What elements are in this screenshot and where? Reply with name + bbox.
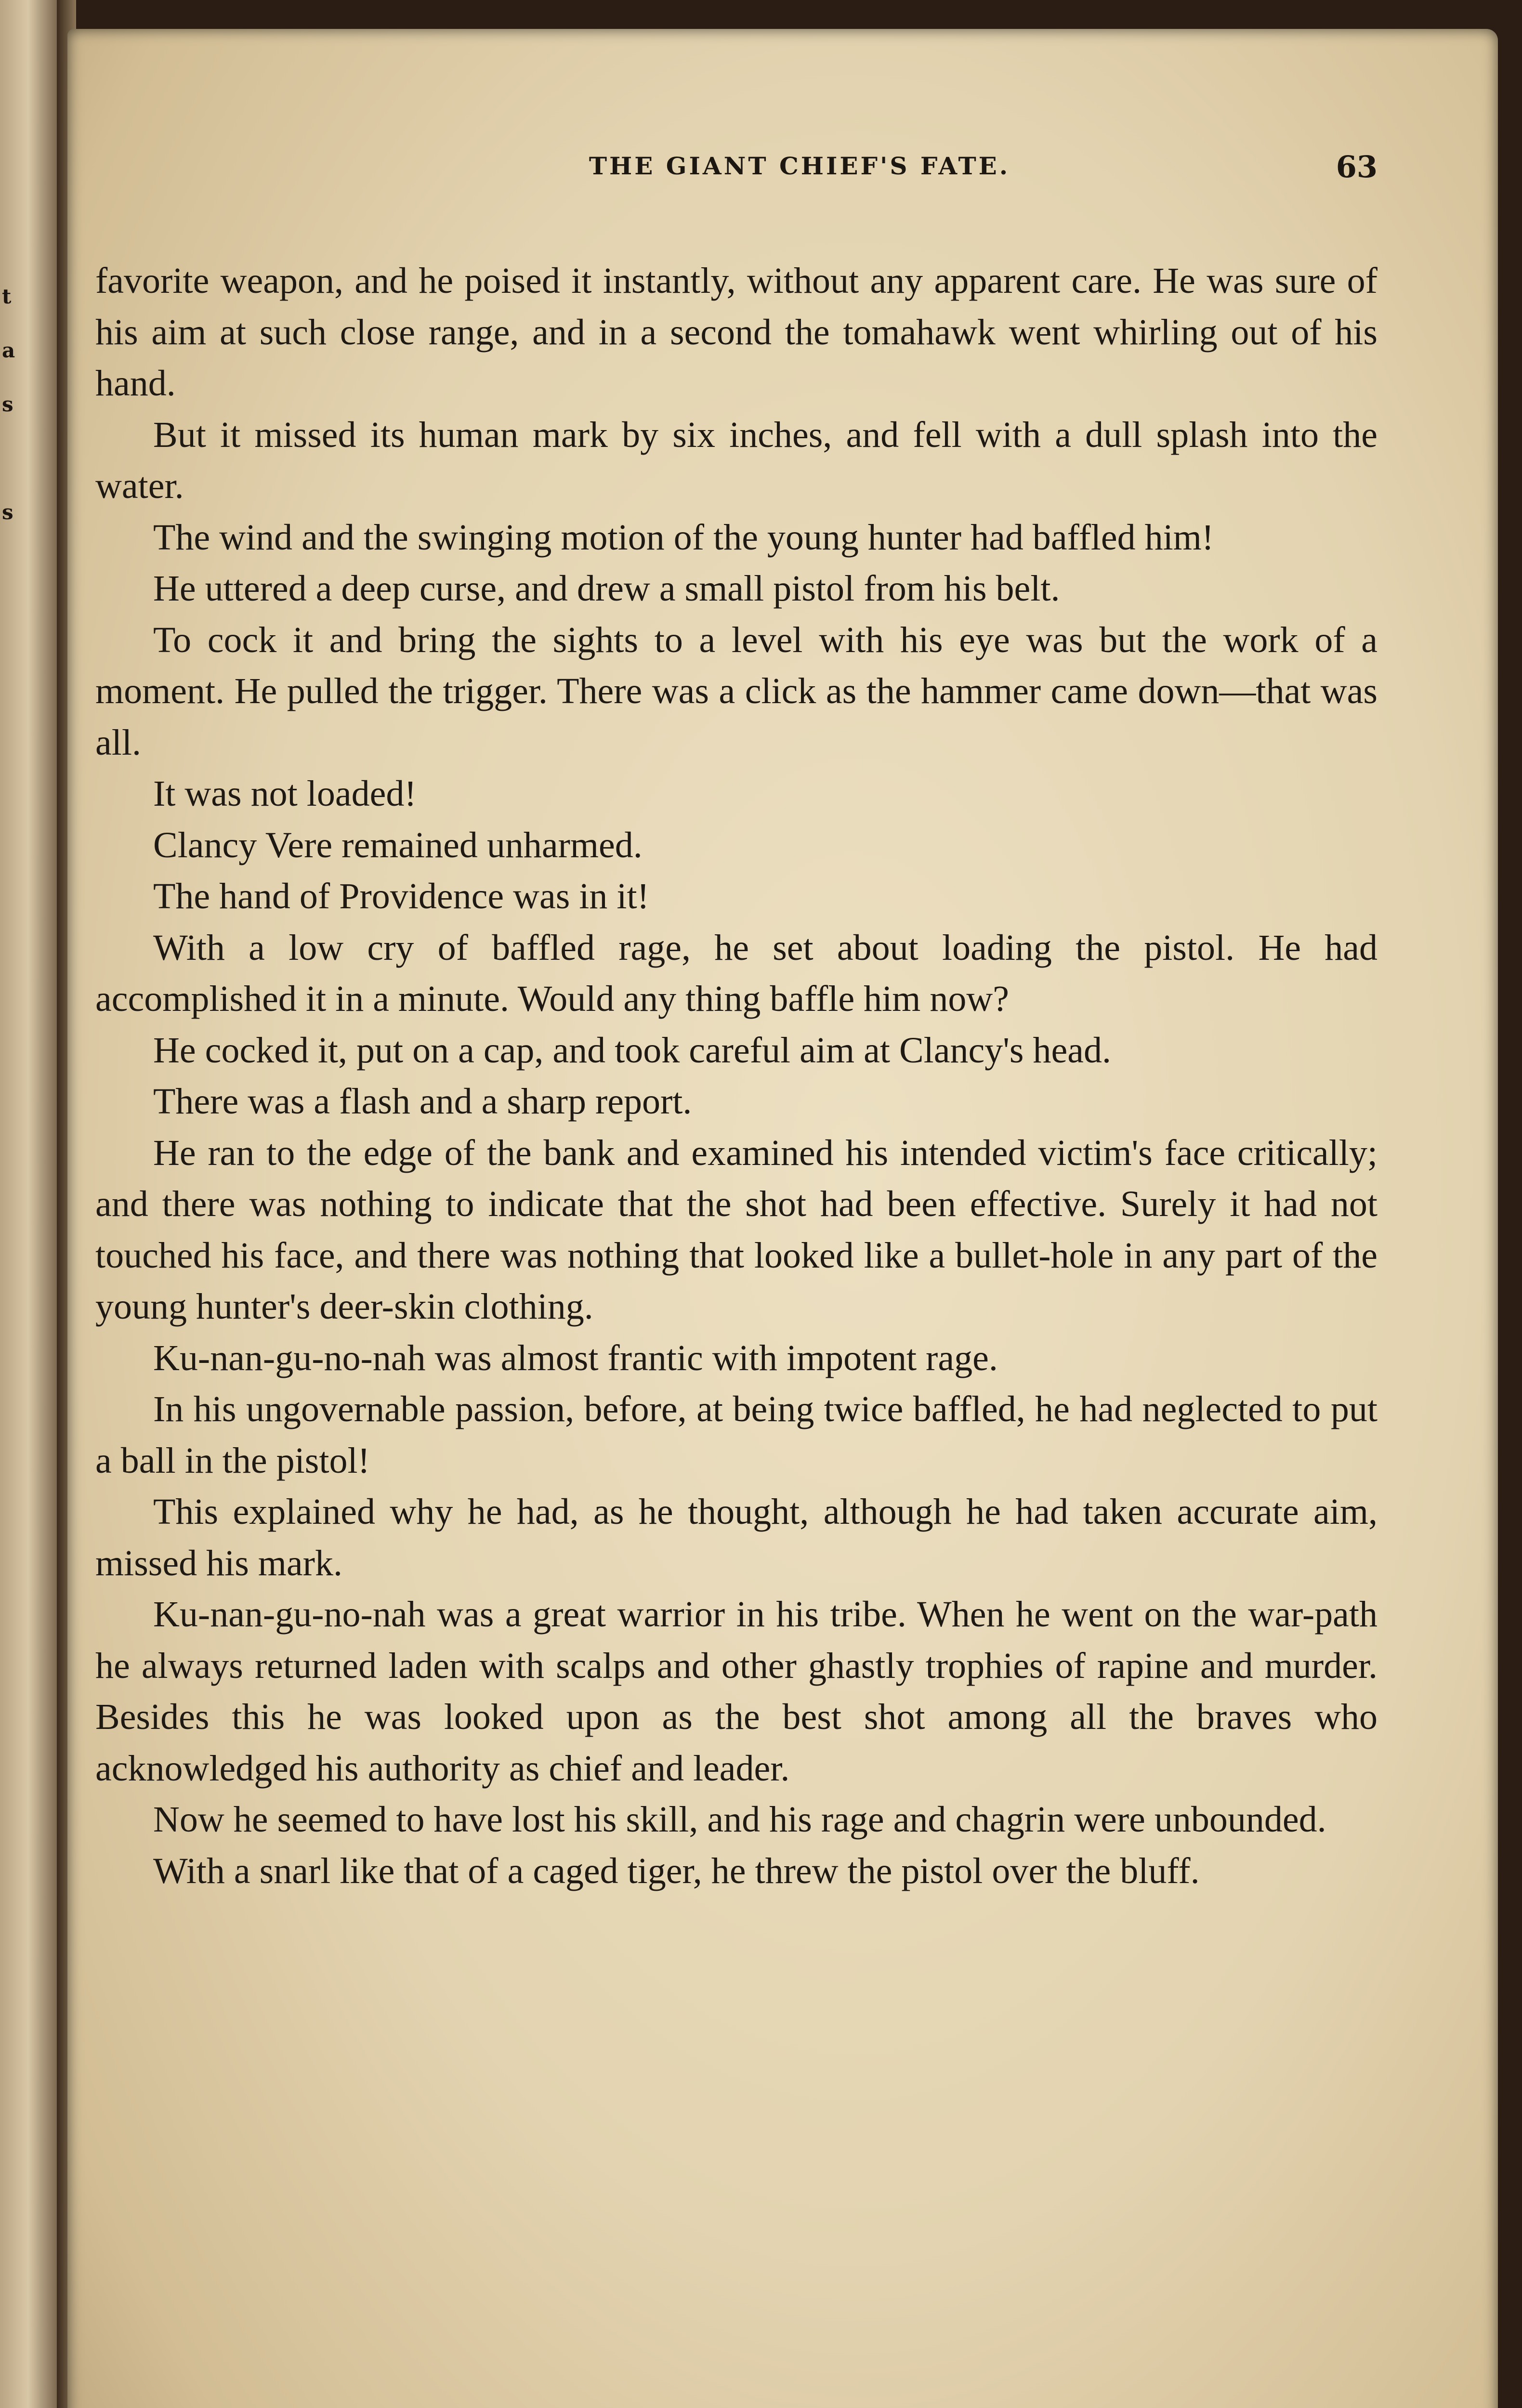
paragraph: The wind and the swinging motion of the young hunter had baffled him! <box>153 517 1214 558</box>
fragment: s <box>2 500 13 524</box>
paragraph: With a snarl like that of a caged tiger, he threw the pistol over the bluff. <box>153 1850 1200 1891</box>
paragraph: In his ungovernable passion, before, at being twice baffled, he had neglected to put a ball in the pistol! <box>95 1389 1378 1481</box>
fragment: a <box>2 339 15 362</box>
paragraph: To cock it and bring the sights to a level with his eye was but the work of a moment. He pulled the trigger. There was a click as the hammer came down—that was all. <box>95 619 1378 763</box>
left-page-fragments <box>2 270 31 539</box>
paragraph: Ku-nan-gu-no-nah was a great warrior in his tribe. When he went on the war-path he always returned laden with scalps and other ghastly trophies of rapine and murder. Besides this he was looked upon as the best shot among all the braves who acknowledged his authority as chief and leader. <box>95 1594 1378 1789</box>
paragraph: Now he seemed to have lost his skill, and his rage and chagrin were unbounded. <box>153 1799 1326 1840</box>
paragraph: There was a flash and a sharp report. <box>153 1081 692 1122</box>
paragraph: favorite weapon, and he poised it instantly, without any apparent care. He was sure of his aim at such close range, and in a second the tomahawk went whirling out of his hand. <box>95 261 1378 404</box>
paragraph: He uttered a deep curse, and drew a small pistol from his belt. <box>153 568 1060 609</box>
body-text <box>95 255 1378 2384</box>
fragment: s <box>2 393 13 416</box>
left-page-edge <box>0 0 63 2408</box>
running-head: THE GIANT CHIEF'S FATE. <box>589 152 1010 180</box>
page-number: 63 <box>1336 149 1378 184</box>
fragment: t <box>2 285 12 308</box>
paragraph: Ku-nan-gu-no-nah was almost frantic with impotent rage. <box>153 1337 998 1378</box>
paragraph: The hand of Providence was in it! <box>153 876 649 916</box>
paragraph: He cocked it, put on a cap, and took careful aim at Clancy's head. <box>153 1030 1111 1071</box>
paragraph: He ran to the edge of the bank and examined his intended victim's face critically; and there was nothing to indicate that the shot had been effective. Surely it had not touched his face, and there was nothing that looked like a bullet-hole in any part of the young hunter's deer-skin clothing. <box>95 1132 1378 1327</box>
paragraph: This explained why he had, as he thought, although he had taken accurate aim, missed his mark. <box>95 1492 1378 1584</box>
paragraph: With a low cry of baffled rage, he set about loading the pistol. He had accomplished it in a minute. Would any thing baffle him now? <box>95 927 1378 1019</box>
paragraph: Clancy Vere remained unharmed. <box>153 824 643 865</box>
paragraph: It was not loaded! <box>153 773 417 814</box>
book-page <box>67 29 1498 2408</box>
paragraph: But it missed its human mark by six inches, and fell with a dull splash into the water. <box>95 414 1378 506</box>
